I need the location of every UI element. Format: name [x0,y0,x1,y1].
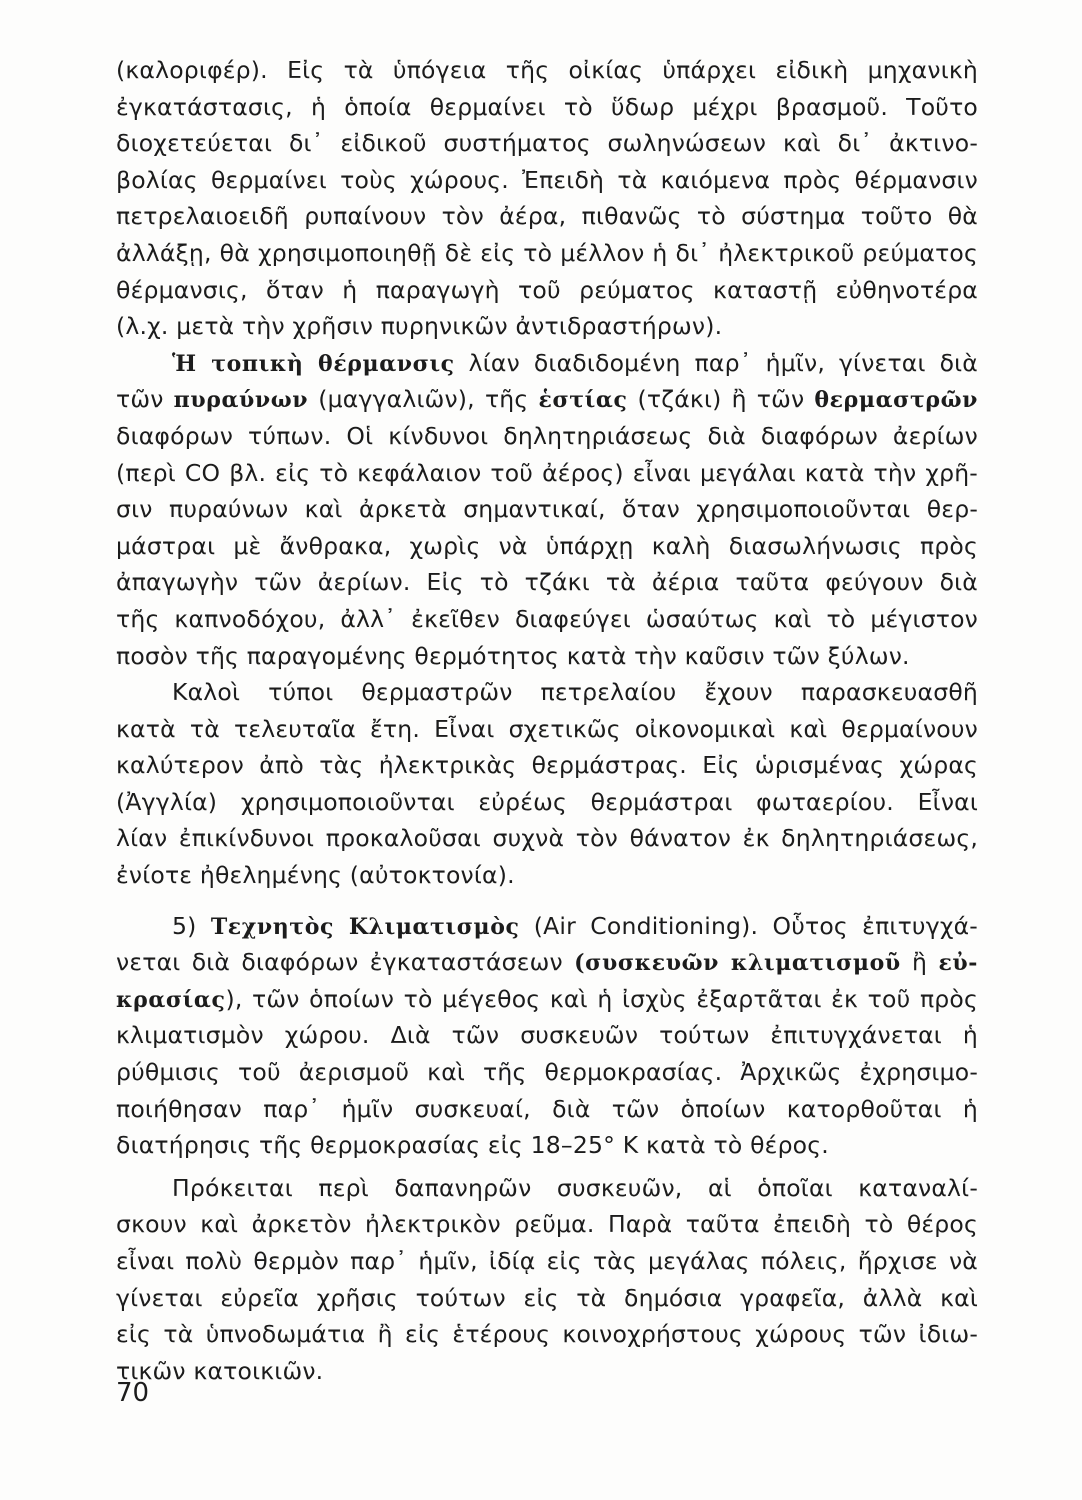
text-line [116,908,978,945]
text-line [116,638,978,675]
bold-term: εὐ- [938,950,979,977]
text-line [116,944,978,981]
text-run: λίαν διαδιδομένη παρ᾿ ἡμῖν, γίνεται διὰ [454,348,978,377]
text-line [116,1091,978,1128]
text-line [116,601,978,638]
text-line [116,747,978,784]
text-line [116,418,978,455]
text-run: (Air Conditioning). Οὗτος ἐπιτυγχά- [519,911,978,940]
text-run: πετρελαιοειδῆ ρυπαίνουν τὸν ἀέρα, πιθανῶς τὸ σύστημα τοῦτο θὰ [116,202,978,231]
text-run: καλύτερον ἀπὸ τὰς ἠλεκτρικὰς θερμάστρας. Εἰς ὡρισμένας χώρας [116,751,978,780]
text-run: διαφόρων τύπων. Οἱ κίνδυνοι δηλητηριάσεως διὰ διαφόρων ἀερίων [116,421,978,450]
bold-term: Τεχνητὸς Κλιματισμὸς [210,913,520,940]
text-line [116,1127,978,1164]
text-run: (μαγγαλιῶν), τῆς [308,385,539,414]
text-run: 5) [172,911,211,940]
text-run: ἐγκατάστασις, ἡ ὁποία θερμαίνει τὸ ὕδωρ μέχρι βρασμοῦ. Τοῦτο [116,92,978,121]
text-line [116,89,978,126]
bold-term: κρασίας [116,986,226,1013]
text-run: τικῶν κατοικιῶν. [116,1356,324,1385]
text-line [116,564,978,601]
text-line [116,820,978,857]
text-run: εἶναι πολὺ θερμὸν παρ᾿ ἡμῖν, ἰδίᾳ εἰς τὰς μεγάλας πόλεις, ἤρχισε νὰ [116,1247,978,1275]
text-run: ἀπαγωγὴν τῶν ἀερίων. Εἰς τὸ τζάκι τὰ ἀέρια ταῦτα φεύγουν διὰ [116,568,978,597]
text-run: θέρμανσις, ὅταν ἡ παραγωγὴ τοῦ ρεύματος καταστῇ εὐθηνοτέρα [116,275,978,304]
text-line [116,272,978,309]
text-run: (λ.χ. μετὰ τὴν χρῆσιν πυρηνικῶν ἀντιδραστήρων). [116,312,723,341]
page-number: 70 [116,1378,150,1408]
text-line [116,674,978,711]
text-run: σκουν καὶ ἀρκετὸν ἠλεκτρικὸν ρεῦμα. Παρὰ ταῦτα ἐπειδὴ τὸ θέρος [116,1210,978,1239]
text-run: διατήρησις τῆς θερμοκρασίας εἰς 18–25° Κ κατὰ τὸ θέρος. [116,1131,829,1160]
text-line [116,1316,978,1353]
text-line [116,52,978,89]
text-run: λίαν ἐπικίνδυνοι προκαλοῦσαι συχνὰ τὸν θάνατον ἐκ δηλητηριάσεως, [116,824,978,853]
text-run: γίνεται εὐρεῖα χρῆσις τούτων εἰς τὰ δημόσια γραφεῖα, ἀλλὰ καὶ [116,1283,978,1312]
text-line [116,784,978,821]
body-text [116,52,978,1389]
text-run: μάστραι μὲ ἄνθρακα, χωρὶς νὰ ὑπάρχῃ καλὴ διασωλήνωσις πρὸς [116,531,978,560]
text-run: (καλοριφέρ). Εἰς τὰ ὑπόγεια τῆς οἰκίας ὑπάρχει εἰδικὴ μηχανικὴ [116,56,978,84]
bold-term: θερμαστρῶν [814,387,978,414]
text-line [116,528,978,565]
text-line [116,381,978,418]
text-run: (περὶ CO βλ. εἰς τὸ κεφάλαιον τοῦ ἀέρος) εἶναι μεγάλαι κατὰ τὴν χρῆ- [116,458,978,487]
text-run: κλιματισμὸν χώρου. Διὰ τῶν συσκευῶν τούτων ἐπιτυγχάνεται ἡ [116,1021,978,1050]
text-line [116,1170,978,1207]
text-run: τῶν [116,385,174,414]
text-line [116,857,978,894]
text-run: ἐνίοτε ἠθελημένης (αὐτοκτονία). [116,861,515,890]
text-run: σιν πυραύνων καὶ ἀρκετὰ σημαντικαί, ὅταν χρησιμοποιοῦνται θερ- [116,495,978,524]
text-line [116,1280,978,1317]
text-run: Καλοὶ τύποι θερμαστρῶν πετρελαίου ἔχουν παρασκευασθῆ [172,678,978,707]
bold-term: (συσκευῶν κλιματισμοῦ [574,950,901,977]
text-line [116,308,978,345]
text-line [116,1243,978,1280]
text-line [116,981,978,1018]
bold-term: ἑστίας [538,387,628,414]
bold-term: πυραύνων [173,387,309,414]
text-run: ἢ [900,948,939,977]
text-line [116,1353,978,1390]
text-run: βολίας θερμαίνει τοὺς χώρους. Ἐπειδὴ τὰ καιόμενα πρὸς θέρμανσιν [116,165,978,194]
text-line [116,235,978,272]
text-run: ), τῶν ὁποίων τὸ μέγεθος καὶ ἡ ἰσχὺς ἐξαρτᾶται ἐκ τοῦ πρὸς [225,984,978,1013]
text-line [116,162,978,199]
text-run: ἀλλάξῃ, θὰ χρησιμοποιηθῇ δὲ εἰς τὸ μέλλον ἡ δι᾿ ἠλεκτρικοῦ ρεύματος [116,238,978,267]
text-run: (τζάκι) ἢ τῶν [627,385,815,414]
text-run: διοχετεύεται δι᾿ εἰδικοῦ συστήματος σωληνώσεων καὶ δι᾿ ἀκτινο- [116,129,978,158]
text-run: Πρόκειται περὶ δαπανηρῶν συσκευῶν, αἱ ὁποῖαι καταναλί- [172,1173,978,1202]
text-line [116,491,978,528]
text-run: νεται διὰ διαφόρων ἐγκαταστάσεων [116,948,575,977]
text-run: ρύθμισις τοῦ ἀερισμοῦ καὶ τῆς θερμοκρασίας. Ἀρχικῶς ἐχρησιμο- [116,1058,978,1087]
text-run: εἰς τὰ ὑπνοδωμάτια ἢ εἰς ἑτέρους κοινοχρήστους χώρους τῶν ἰδιω- [116,1320,978,1349]
text-run: (Ἀγγλία) χρησιμοποιοῦνται εὐρέως θερμάστραι φωταερίου. Εἶναι [116,787,978,816]
text-line [116,198,978,235]
text-line [116,711,978,748]
text-run: τῆς καπνοδόχου, ἀλλ᾿ ἐκεῖθεν διαφεύγει ὡσαύτως καὶ τὸ μέγιστον [116,604,978,633]
text-line [116,455,978,492]
text-line [116,1017,978,1054]
text-run: ποιήθησαν παρ᾿ ἡμῖν συσκευαί, διὰ τῶν ὁποίων κατορθοῦται ἡ [116,1094,978,1123]
text-run: κατὰ τὰ τελευταῖα ἔτη. Εἶναι σχετικῶς οἰκονομικαὶ καὶ θερμαίνουν [116,714,978,743]
text-line [116,125,978,162]
bold-term: Ἡ τοπικὴ θέρμανσις [172,350,455,377]
text-run: ποσὸν τῆς παραγομένης θερμότητος κατὰ τὴν καῦσιν τῶν ξύλων. [116,641,910,670]
text-line [116,1054,978,1091]
text-line [116,345,978,382]
text-line [116,1206,978,1243]
